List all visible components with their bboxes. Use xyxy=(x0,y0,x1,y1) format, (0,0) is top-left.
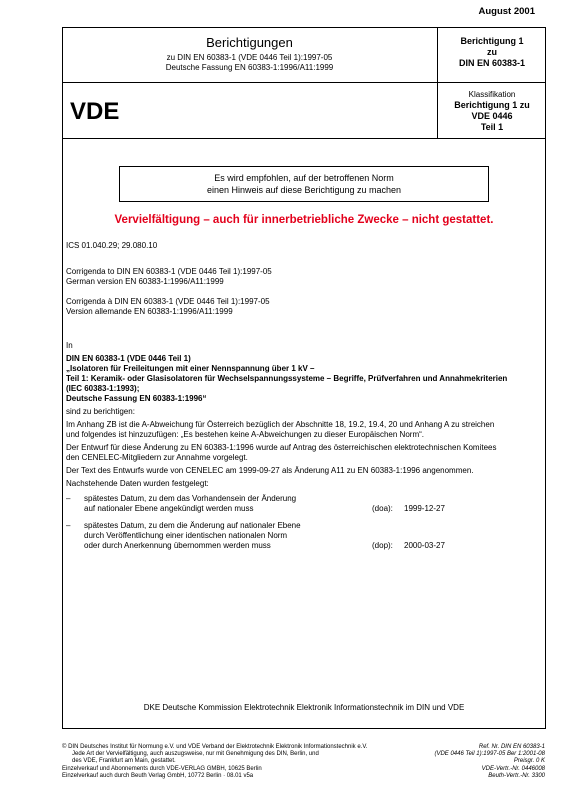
list-item-dop xyxy=(66,521,536,553)
dop-line-2: durch Veröffentlichung einer identischen nationalen Norm xyxy=(84,531,288,540)
standard-title-4: Deutsche Fassung EN 60383-1:1996“ xyxy=(66,394,207,403)
notice-line-2: einen Hinweis auf diese Berichtigung zu machen xyxy=(206,185,402,195)
corrigenda-french-line-2: Version allemande EN 60383-1:1996/A11:1999 xyxy=(66,307,233,316)
dop-line-3: oder durch Anerkennung übernommen werden muss xyxy=(84,541,271,550)
list-dash: – xyxy=(66,521,71,530)
header-corrigendum-box xyxy=(438,27,546,83)
paragraph-1-line-2: und folgendes ist hinzuzufügen: „Es bestehen keine A-Abweichungen zu dieser Europäischen Norm“. xyxy=(66,430,424,439)
footer-copyright xyxy=(62,744,402,780)
document-date: August 2001 xyxy=(478,6,535,17)
footer-right-line-1: Ref. Nr. DIN EN 60383-1 xyxy=(478,744,545,750)
corrigenda-english-line-2: German version EN 60383-1:1996/A11:1999 xyxy=(66,277,224,286)
paragraph-3: Der Text des Entwurfs wurde von CENELEC am 1999-09-27 als Änderung A11 zu EN 60383-1:1996 angenommen. xyxy=(66,466,474,475)
corrigenda-french xyxy=(66,297,270,317)
dop-date: 2000-03-27 xyxy=(404,541,445,550)
paragraph-2-line-2: den CENELEC-Mitgliedern zur Annahme vorgelegt. xyxy=(66,453,248,462)
notice-box xyxy=(119,166,489,202)
corrigendum-label: Berichtigung 1 xyxy=(460,36,524,46)
classification-line-3: Teil 1 xyxy=(480,122,504,132)
footer-left-line-5: Einzelverkauf auch durch Beuth Verlag GmbH, 10772 Berlin · 08.01 v5a xyxy=(62,772,254,779)
paragraph-4: Nachstehende Daten wurden festgelegt: xyxy=(66,479,209,488)
footer-right-line-2: (VDE 0446 Teil 1):1997-05 Ber 1:2001-08 xyxy=(434,751,545,758)
footer-left-line-2: Jede Art der Vervielfältigung, auch auszugsweise, nur mit Genehmigung des DIN, Berlin, und xyxy=(72,751,319,758)
reproduction-warning: Vervielfältigung – auch für innerbetriebliche Zwecke – nicht gestattet. xyxy=(114,214,494,226)
document-title: Berichtigungen xyxy=(206,35,293,50)
dop-code: (dop): xyxy=(372,541,393,550)
corrigendum-standard: DIN EN 60383-1 xyxy=(458,58,526,68)
footer-right-line-4: VDE-Vertr.-Nr. 0446008 xyxy=(481,765,545,772)
header-subtitle-2: Deutsche Fassung EN 60383-1:1996/A11:1999 xyxy=(165,62,334,72)
doa-date: 1999-12-27 xyxy=(404,504,445,513)
standard-title-3: (IEC 60383-1:1993); xyxy=(66,384,140,393)
footer-left-line-3: des VDE, Frankfurt am Main, gestattet. xyxy=(72,758,176,765)
list-dash: – xyxy=(66,494,71,503)
notice-line-1: Es wird empfohlen, auf der betroffenen Norm xyxy=(214,173,394,183)
footer-reference xyxy=(365,744,545,780)
standard-title-1: „Isolatoren für Freileitungen mit einer Nennspannung über 1 kV – xyxy=(66,364,315,373)
classification-line-2: VDE 0446 xyxy=(471,111,513,121)
footer-left-line-1: © DIN Deutsches Institut für Normung e.V. und VDE Verband der Elektrotechnik Elektronik Informationstechnik e.V. xyxy=(62,744,368,750)
classification-box xyxy=(438,83,546,139)
standard-title-2: Teil 1: Keramik- oder Glasisolatoren für Wechselspannungssysteme – Begriffe, Prüfverfahren und Annahmekriterien xyxy=(66,374,508,383)
paragraph-1-line-1: Im Anhang ZB ist die A-Abweichung für Österreich bezüglich der Abschnitte 18, 19.2, 19.4, 20 und Anhang A zu streichen xyxy=(66,420,495,429)
ics-code: ICS 01.040.29; 29.080.10 xyxy=(66,241,158,250)
logo-box xyxy=(62,83,438,139)
classification-label: Klassifikation xyxy=(468,90,516,99)
classification-line-1: Berichtigung 1 zu xyxy=(454,100,530,110)
vde-logo-text: VDE xyxy=(70,98,120,123)
corrigenda-english-line-1: Corrigenda to DIN EN 60383-1 (VDE 0446 Teil 1):1997-05 xyxy=(66,267,272,276)
corrigenda-french-line-1: Corrigenda à DIN EN 60383-1 (VDE 0446 Teil 1):1997-05 xyxy=(66,297,270,306)
footer-right-line-3: Preisgr. 0 K xyxy=(513,758,545,765)
footer-left-line-4: Einzelverkauf und Abonnements durch VDE-VERLAG GMBH, 10625 Berlin xyxy=(62,765,262,772)
list-item-doa xyxy=(66,494,536,516)
doa-line-2: auf nationaler Ebene angekündigt werden muss xyxy=(84,504,254,513)
footer-right-line-5: Beuth-Vertr.-Nr. 3300 xyxy=(488,772,545,779)
doa-code: (doa): xyxy=(372,504,393,513)
header-subtitle-1: zu DIN EN 60383-1 (VDE 0446 Teil 1):1997-05 xyxy=(166,53,333,62)
paragraph-2-line-1: Der Entwurf für diese Änderung zu EN 60383-1:1996 wurde auf Antrag des österreichischen elektrotechnischen Komitees xyxy=(66,443,497,452)
vde-logo xyxy=(70,97,134,123)
header-title-box xyxy=(62,27,438,83)
dop-line-1: spätestes Datum, zu dem die Änderung auf nationaler Ebene xyxy=(84,521,301,530)
correction-body xyxy=(66,341,541,489)
to-be-corrected: sind zu berichtigen: xyxy=(66,407,135,416)
dke-footer: DKE Deutsche Kommission Elektrotechnik Elektronik Informationstechnik im DIN und VDE xyxy=(143,703,465,712)
corrigenda-english xyxy=(66,267,272,287)
doa-line-1: spätestes Datum, zu dem das Vorhandensein der Änderung xyxy=(84,494,297,503)
corrigendum-zu: zu xyxy=(487,47,497,57)
standard-number: DIN EN 60383-1 (VDE 0446 Teil 1) xyxy=(66,354,191,363)
body-in: In xyxy=(66,341,73,350)
